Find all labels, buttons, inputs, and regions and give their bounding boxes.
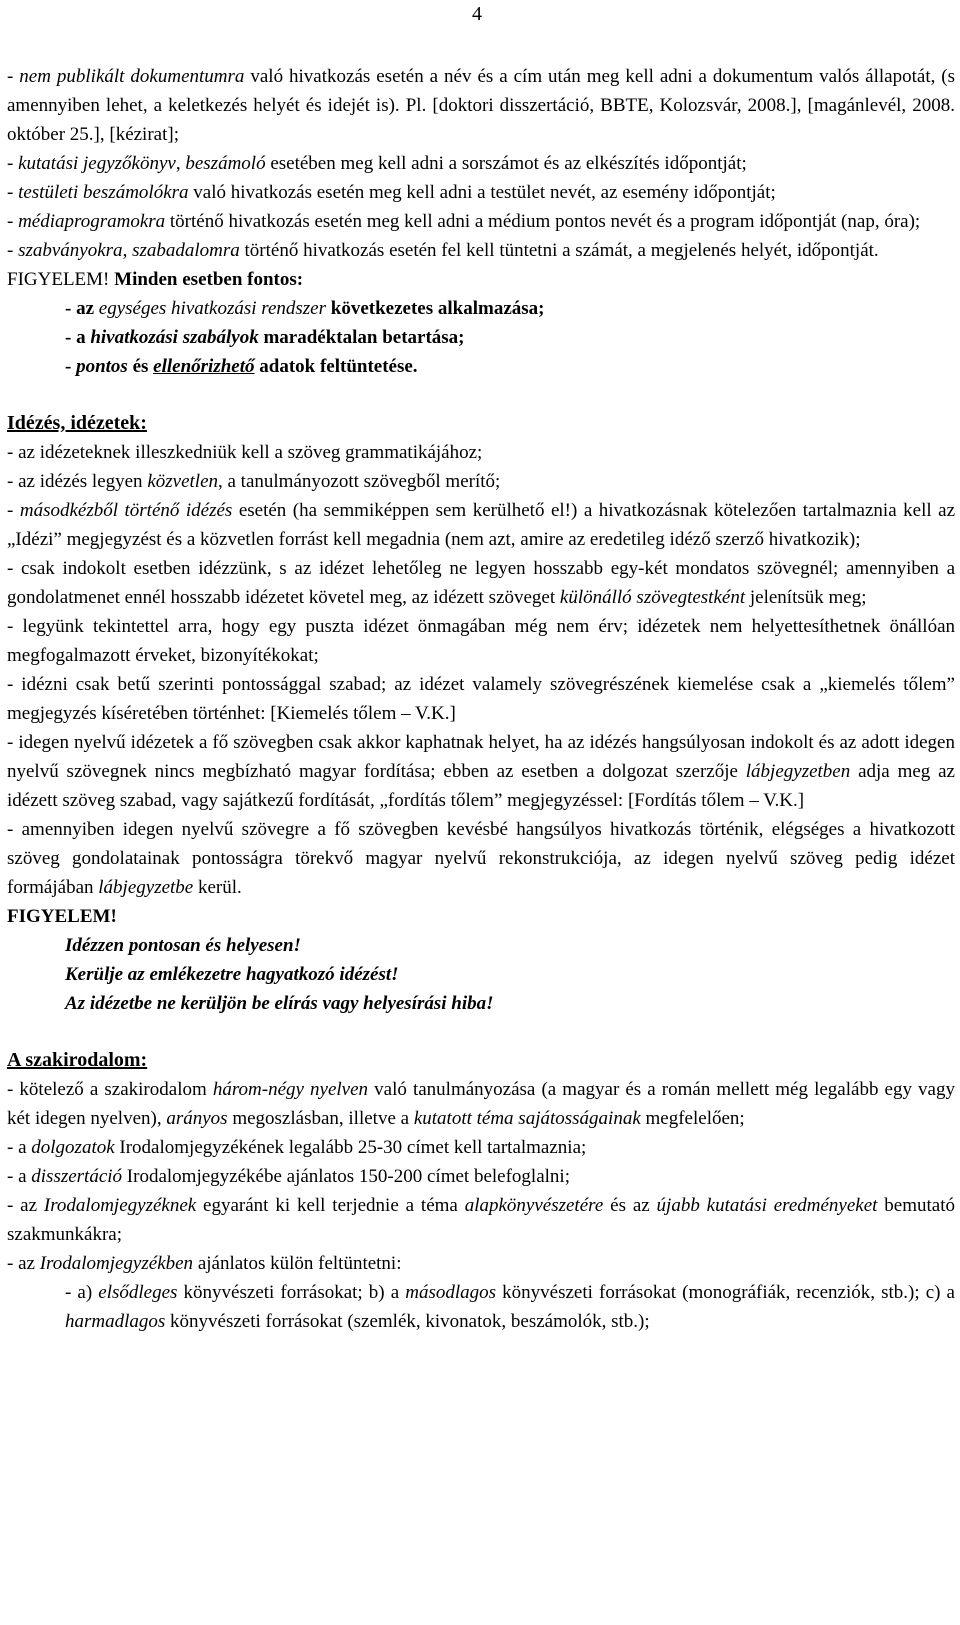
literature-list: [7, 1075, 955, 1278]
text-run: közvetlen: [147, 471, 218, 492]
list-item: [7, 178, 955, 207]
text-run: testületi beszámolókra: [18, 182, 189, 203]
text-run: - az idézés legyen: [7, 471, 148, 492]
list-item: [7, 554, 955, 612]
text-run: való hivatkozás esetén a név és a cím után meg kell adni a dokumentum valós állapotát, (s amennyiben lehet, a keletkezés helyét és idejét is). Pl. [doktori disszertáció, BBTE, Kolozsvár, 2008.], [magánlevél, 2008. október 25.], [kézirat];: [7, 66, 956, 145]
text-run: - az: [7, 1195, 44, 1216]
text-run: arányos: [166, 1108, 228, 1129]
text-run: ,: [175, 153, 186, 174]
text-run: -: [65, 356, 77, 377]
warning-text: Minden esetben fontos:: [109, 269, 304, 290]
text-run: jelenítsük meg;: [745, 587, 867, 608]
list-item: [7, 496, 955, 554]
text-run: dolgozatok: [31, 1137, 115, 1158]
list-item: [7, 352, 955, 381]
list-item: [7, 670, 955, 728]
text-run: - a: [65, 327, 91, 348]
text-run: - a): [65, 1282, 99, 1303]
list-item: [7, 728, 955, 815]
list-item: [7, 236, 955, 265]
warning-line: Az idézetbe ne kerüljön be elírás vagy helyesírási hiba!: [65, 993, 494, 1014]
text-run: - idézni csak betű szerinti pontossággal szabad; az idézet valamely szövegrészének kiemelése csak a „kiemelés tőlem” megjegyzés kíséretében történhet: [Kiemelés tőlem – V.K.]: [7, 674, 955, 724]
literature-heading: A szakirodalom:: [7, 1049, 148, 1071]
text-run: - kötelező a szakirodalom: [7, 1079, 213, 1100]
text-run: beszámoló: [185, 153, 266, 174]
text-run: következetes alkalmazása;: [326, 298, 545, 319]
text-run: pontos: [76, 356, 128, 377]
text-run: -: [7, 153, 19, 174]
text-run: szabványokra: [18, 240, 123, 261]
list-item: [7, 438, 955, 467]
text-run: és az: [603, 1195, 657, 1216]
text-run: megfelelően;: [640, 1108, 745, 1129]
text-run: ,: [122, 240, 133, 261]
text-run: megoszlásban, illetve a: [227, 1108, 414, 1129]
text-run: másodlagos: [405, 1282, 497, 1303]
text-run: egységes hivatkozási rendszer: [98, 298, 327, 319]
text-run: Irodalomjegyzékben: [39, 1253, 194, 1274]
text-run: kutatott téma sajátosságainak: [413, 1108, 641, 1129]
text-run: Irodalomjegyzékébe ajánlatos 150-200 címet belefoglalni;: [122, 1166, 570, 1187]
text-run: - az idézeteknek illeszkedniük kell a szöveg grammatikájához;: [7, 442, 483, 463]
list-item: [7, 815, 955, 902]
text-run: maradéktalan betartása;: [258, 327, 465, 348]
text-run: - az: [65, 298, 99, 319]
text-run: történő hivatkozás esetén meg kell adni a médium pontos nevét és a program időpontját (nap, óra);: [165, 211, 921, 232]
text-run: való tanulmányozása (a magyar és a román mellett még legalább egy vagy két idegen nyelven),: [7, 1079, 955, 1129]
literature-sub-list: [7, 1278, 955, 1336]
warning-line: Kerülje az emlékezetre hagyatkozó idézést!: [65, 964, 399, 985]
text-run: Irodalomjegyzékének legalább 25-30 címet kell tartalmaznia;: [114, 1137, 587, 1158]
list-item: [7, 149, 955, 178]
text-run: könyvészeti forrásokat; b) a: [177, 1282, 406, 1303]
list-item: [7, 1278, 955, 1336]
warning-line: Idézzen pontosan és helyesen!: [65, 935, 301, 956]
references-list: [7, 62, 955, 265]
references-section: [7, 62, 955, 381]
text-run: és: [127, 356, 154, 377]
list-item: [7, 612, 955, 670]
text-run: - a: [7, 1137, 32, 1158]
text-run: hivatkozási szabályok: [90, 327, 259, 348]
text-run: -: [7, 66, 20, 87]
text-run: - idegen nyelvű idézetek a fő szövegben csak akkor kaphatnak helyet, ha az idézés hangsúlyosan indokolt és az adott idegen nyelvű szövegnek nincs megbízható magyar fordítása; ebben az esetben a dolgozat szerzője: [7, 732, 955, 782]
text-run: Irodalomjegyzéknek: [43, 1195, 197, 1216]
text-run: , a tanulmányozott szövegből merítő;: [218, 471, 501, 492]
text-run: ellenőrizhető: [153, 356, 255, 377]
list-item: [7, 207, 955, 236]
quotes-section: [7, 409, 955, 1018]
list-item: [7, 323, 955, 352]
text-run: adatok feltüntetése.: [254, 356, 418, 377]
list-item: [7, 62, 955, 149]
list-item: [7, 1191, 955, 1249]
quotes-heading: Idézés, idézetek:: [7, 412, 147, 434]
text-run: nem publikált dokumentumra: [19, 66, 245, 87]
text-run: lábjegyzetbe: [98, 877, 194, 898]
document-body: [7, 62, 955, 1336]
list-item: [7, 1075, 955, 1133]
literature-section: [7, 1046, 955, 1336]
text-run: esetében meg kell adni a sorszámot és az elkészítés időpontját;: [265, 153, 747, 174]
list-item: [7, 1162, 955, 1191]
text-run: való hivatkozás esetén meg kell adni a testület nevét, az esemény időpontját;: [188, 182, 776, 203]
text-run: különálló szövegtestként: [559, 587, 746, 608]
text-run: ajánlatos külön feltüntetni:: [193, 1253, 402, 1274]
quotes-warning-label: FIGYELEM!: [7, 906, 117, 927]
text-run: újabb kutatási eredményeket: [656, 1195, 878, 1216]
list-item: [7, 467, 955, 496]
text-run: elsődleges: [98, 1282, 178, 1303]
text-run: disszertáció: [31, 1166, 123, 1187]
text-run: harmadlagos: [65, 1311, 166, 1332]
text-run: - az: [7, 1253, 40, 1274]
page-number: 4: [472, 3, 482, 25]
text-run: három-négy nyelven: [212, 1079, 369, 1100]
text-run: egyaránt ki kell terjednie a téma: [196, 1195, 465, 1216]
list-item: [7, 1249, 955, 1278]
list-item: [7, 294, 955, 323]
text-run: könyvészeti forrásokat (monográfiák, recenziók, stb.); c) a: [496, 1282, 955, 1303]
text-run: könyvészeti forrásokat (szemlék, kivonatok, beszámolók, stb.);: [165, 1311, 650, 1332]
text-run: médiaprogramokra: [18, 211, 166, 232]
text-run: másodkézből történő idézés: [19, 500, 233, 521]
text-run: alapkönyvészetére: [464, 1195, 604, 1216]
text-run: kutatási jegyzőkönyv: [18, 153, 176, 174]
text-run: lábjegyzetben: [745, 761, 851, 782]
text-run: - amennyiben idegen nyelvű szövegre a fő szövegben kevésbé hangsúlyos hivatkozás történik, elégséges a hivatkozott szöveg gondolatainak pontosságra törekvő magyar nyelvű rekonstrukciója, az idegen nyelvű szöveg pedig idézet formájában: [7, 819, 955, 898]
text-run: adja meg az idézett szöveg szabad, vagy sajátkezű fordítását, „fordítás tőlem” megjegyzéssel: [Fordítás tőlem – V.K.]: [7, 761, 955, 811]
warning-label: FIGYELEM!: [7, 269, 110, 290]
text-run: bemutató szakmunkákra;: [7, 1195, 955, 1245]
text-run: -: [7, 182, 19, 203]
text-run: - legyünk tekintettel arra, hogy egy puszta idézet önmagában még nem érv; idézetek nem helyettesíthetnek önállóan megfogalmazott érveket, bizonyítékokat;: [7, 616, 955, 666]
text-run: -: [7, 240, 19, 261]
list-item: [7, 1133, 955, 1162]
quotes-warning-lines: [7, 931, 955, 1018]
text-run: - csak indokolt esetben idézzünk, s az idézet lehetőleg ne legyen hosszabb egy-két mondatos szövegnél; amennyiben a gondolatmenet ennél hosszabb idézetet követel meg, az idézett szöveget: [7, 558, 955, 608]
text-run: -: [7, 211, 19, 232]
references-warning: [7, 265, 955, 294]
text-run: - a: [7, 1166, 32, 1187]
text-run: szabadalomra: [132, 240, 240, 261]
text-run: történő hivatkozás esetén fel kell tüntetni a számát, a megjelenés helyét, időpontját.: [239, 240, 879, 261]
warning-items: [7, 294, 955, 381]
text-run: -: [7, 500, 20, 521]
text-run: kerül.: [193, 877, 242, 898]
quotes-list: [7, 438, 955, 902]
text-run: esetén (ha semmiképpen sem kerülhető el!) a hivatkozásnak kötelezően tartalmaznia kell az „Idézi” megjegyzést és a közvetlen forrást kell megadnia (nem azt, amire az eredetileg idéző szerző hivatkozik);: [7, 500, 956, 550]
